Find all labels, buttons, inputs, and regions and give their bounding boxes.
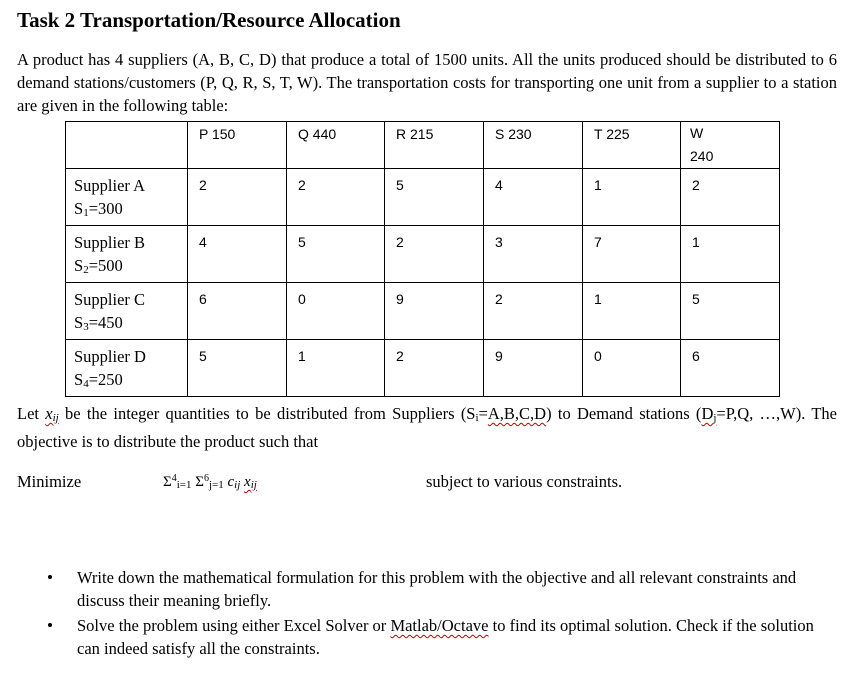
header-cell bbox=[484, 122, 583, 169]
table-row bbox=[66, 283, 780, 340]
supplier-name: Supplier A bbox=[74, 176, 146, 195]
objective-formula: $\Sigma^4i=1$ $\Sigma^6j=1$ cij xij bbox=[163, 473, 257, 491]
cost-cell: 1 bbox=[681, 226, 780, 283]
bullet-text-before: Solve the problem using either Excel Solver or bbox=[77, 616, 391, 635]
table-corner-cell bbox=[66, 122, 188, 169]
supplier-supply: S1=300 bbox=[74, 199, 123, 219]
cost-cell: 2 bbox=[484, 283, 583, 340]
cost-cell: 2 bbox=[287, 169, 385, 226]
cost-cell: 1 bbox=[583, 169, 681, 226]
cost-cell: 7 bbox=[583, 226, 681, 283]
task-bullet-list bbox=[40, 566, 840, 662]
supplier-list: A,B,C,D bbox=[487, 404, 547, 423]
supplier-cell bbox=[66, 283, 188, 340]
cost-cell: 9 bbox=[385, 283, 484, 340]
d-j-variable: Dj bbox=[701, 404, 717, 424]
table-header-row bbox=[66, 122, 780, 169]
cost-cell: 9 bbox=[484, 340, 583, 397]
supplier-supply: S4=250 bbox=[74, 370, 123, 390]
cost-cell: 0 bbox=[287, 283, 385, 340]
table-row bbox=[66, 169, 780, 226]
bullet-icon bbox=[48, 623, 52, 627]
cost-cell: 6 bbox=[681, 340, 780, 397]
subject-text: subject to various constraints. bbox=[426, 472, 623, 491]
cost-cell: 2 bbox=[681, 169, 780, 226]
cost-cell: 4 bbox=[188, 226, 287, 283]
cost-cell: 5 bbox=[681, 283, 780, 340]
cost-cell: 1 bbox=[583, 283, 681, 340]
header-P: P 150 bbox=[199, 126, 236, 142]
header-cell bbox=[681, 122, 780, 169]
header-T: T 225 bbox=[594, 126, 630, 142]
table-row bbox=[66, 226, 780, 283]
header-cell bbox=[385, 122, 484, 169]
cost-cell: 2 bbox=[188, 169, 287, 226]
header-R: R 215 bbox=[396, 126, 434, 142]
supplier-name: Supplier B bbox=[74, 233, 146, 252]
header-cell bbox=[188, 122, 287, 169]
header-S: S 230 bbox=[495, 126, 532, 142]
let-paragraph: Let xij be the integer quantities to be distributed from Suppliers (Si=A,B,C,D) to Demand stations (Dj=P,Q, …,W). The objective is to distribute the product such that bbox=[17, 404, 838, 451]
cost-cell: 2 bbox=[385, 226, 484, 283]
bullet-text-after: to find its optimal solution. Check if the solution can indeed satisfy all the constraints. bbox=[77, 616, 814, 658]
list-item bbox=[40, 614, 840, 660]
cost-cell: 4 bbox=[484, 169, 583, 226]
minimize-label: Minimize bbox=[17, 472, 82, 491]
table-row bbox=[66, 340, 780, 397]
bullet-text: Write down the mathematical formulation for this problem with the objective and all relevant constraints and discuss their meaning briefly. bbox=[77, 568, 797, 610]
supplier-cell bbox=[66, 226, 188, 283]
matlab-octave-term: Matlab/Octave bbox=[390, 616, 489, 635]
supplier-cell bbox=[66, 169, 188, 226]
cost-cell: 5 bbox=[188, 340, 287, 397]
header-cell bbox=[583, 122, 681, 169]
supplier-name: Supplier D bbox=[74, 347, 146, 366]
cost-cell: 2 bbox=[385, 340, 484, 397]
cost-cell: 1 bbox=[287, 340, 385, 397]
page-title: Task 2 Transportation/Resource Allocation bbox=[17, 8, 401, 32]
cost-cell: 5 bbox=[385, 169, 484, 226]
cost-table bbox=[65, 121, 780, 397]
cost-cell: 0 bbox=[583, 340, 681, 397]
supplier-name: Supplier C bbox=[74, 290, 146, 309]
header-cell bbox=[287, 122, 385, 169]
supplier-cell bbox=[66, 340, 188, 397]
x-ij-variable: xij bbox=[45, 404, 59, 424]
supplier-supply: S3=450 bbox=[74, 313, 123, 333]
header-Q: Q 440 bbox=[298, 126, 337, 142]
header-W: W 240 bbox=[690, 125, 714, 164]
cost-cell: 3 bbox=[484, 226, 583, 283]
supplier-supply: S2=500 bbox=[74, 256, 123, 276]
bullet-icon bbox=[48, 575, 52, 579]
cost-cell: 6 bbox=[188, 283, 287, 340]
cost-cell: 5 bbox=[287, 226, 385, 283]
list-item bbox=[40, 566, 840, 612]
intro-paragraph: A product has 4 suppliers (A, B, C, D) that produce a total of 1500 units. All the units produced should be distributed to 6 demand stations/customers (P, Q, R, S, T, W). The transportation costs for transporting one unit from a supplier to a station are given in the following table: bbox=[17, 50, 837, 115]
